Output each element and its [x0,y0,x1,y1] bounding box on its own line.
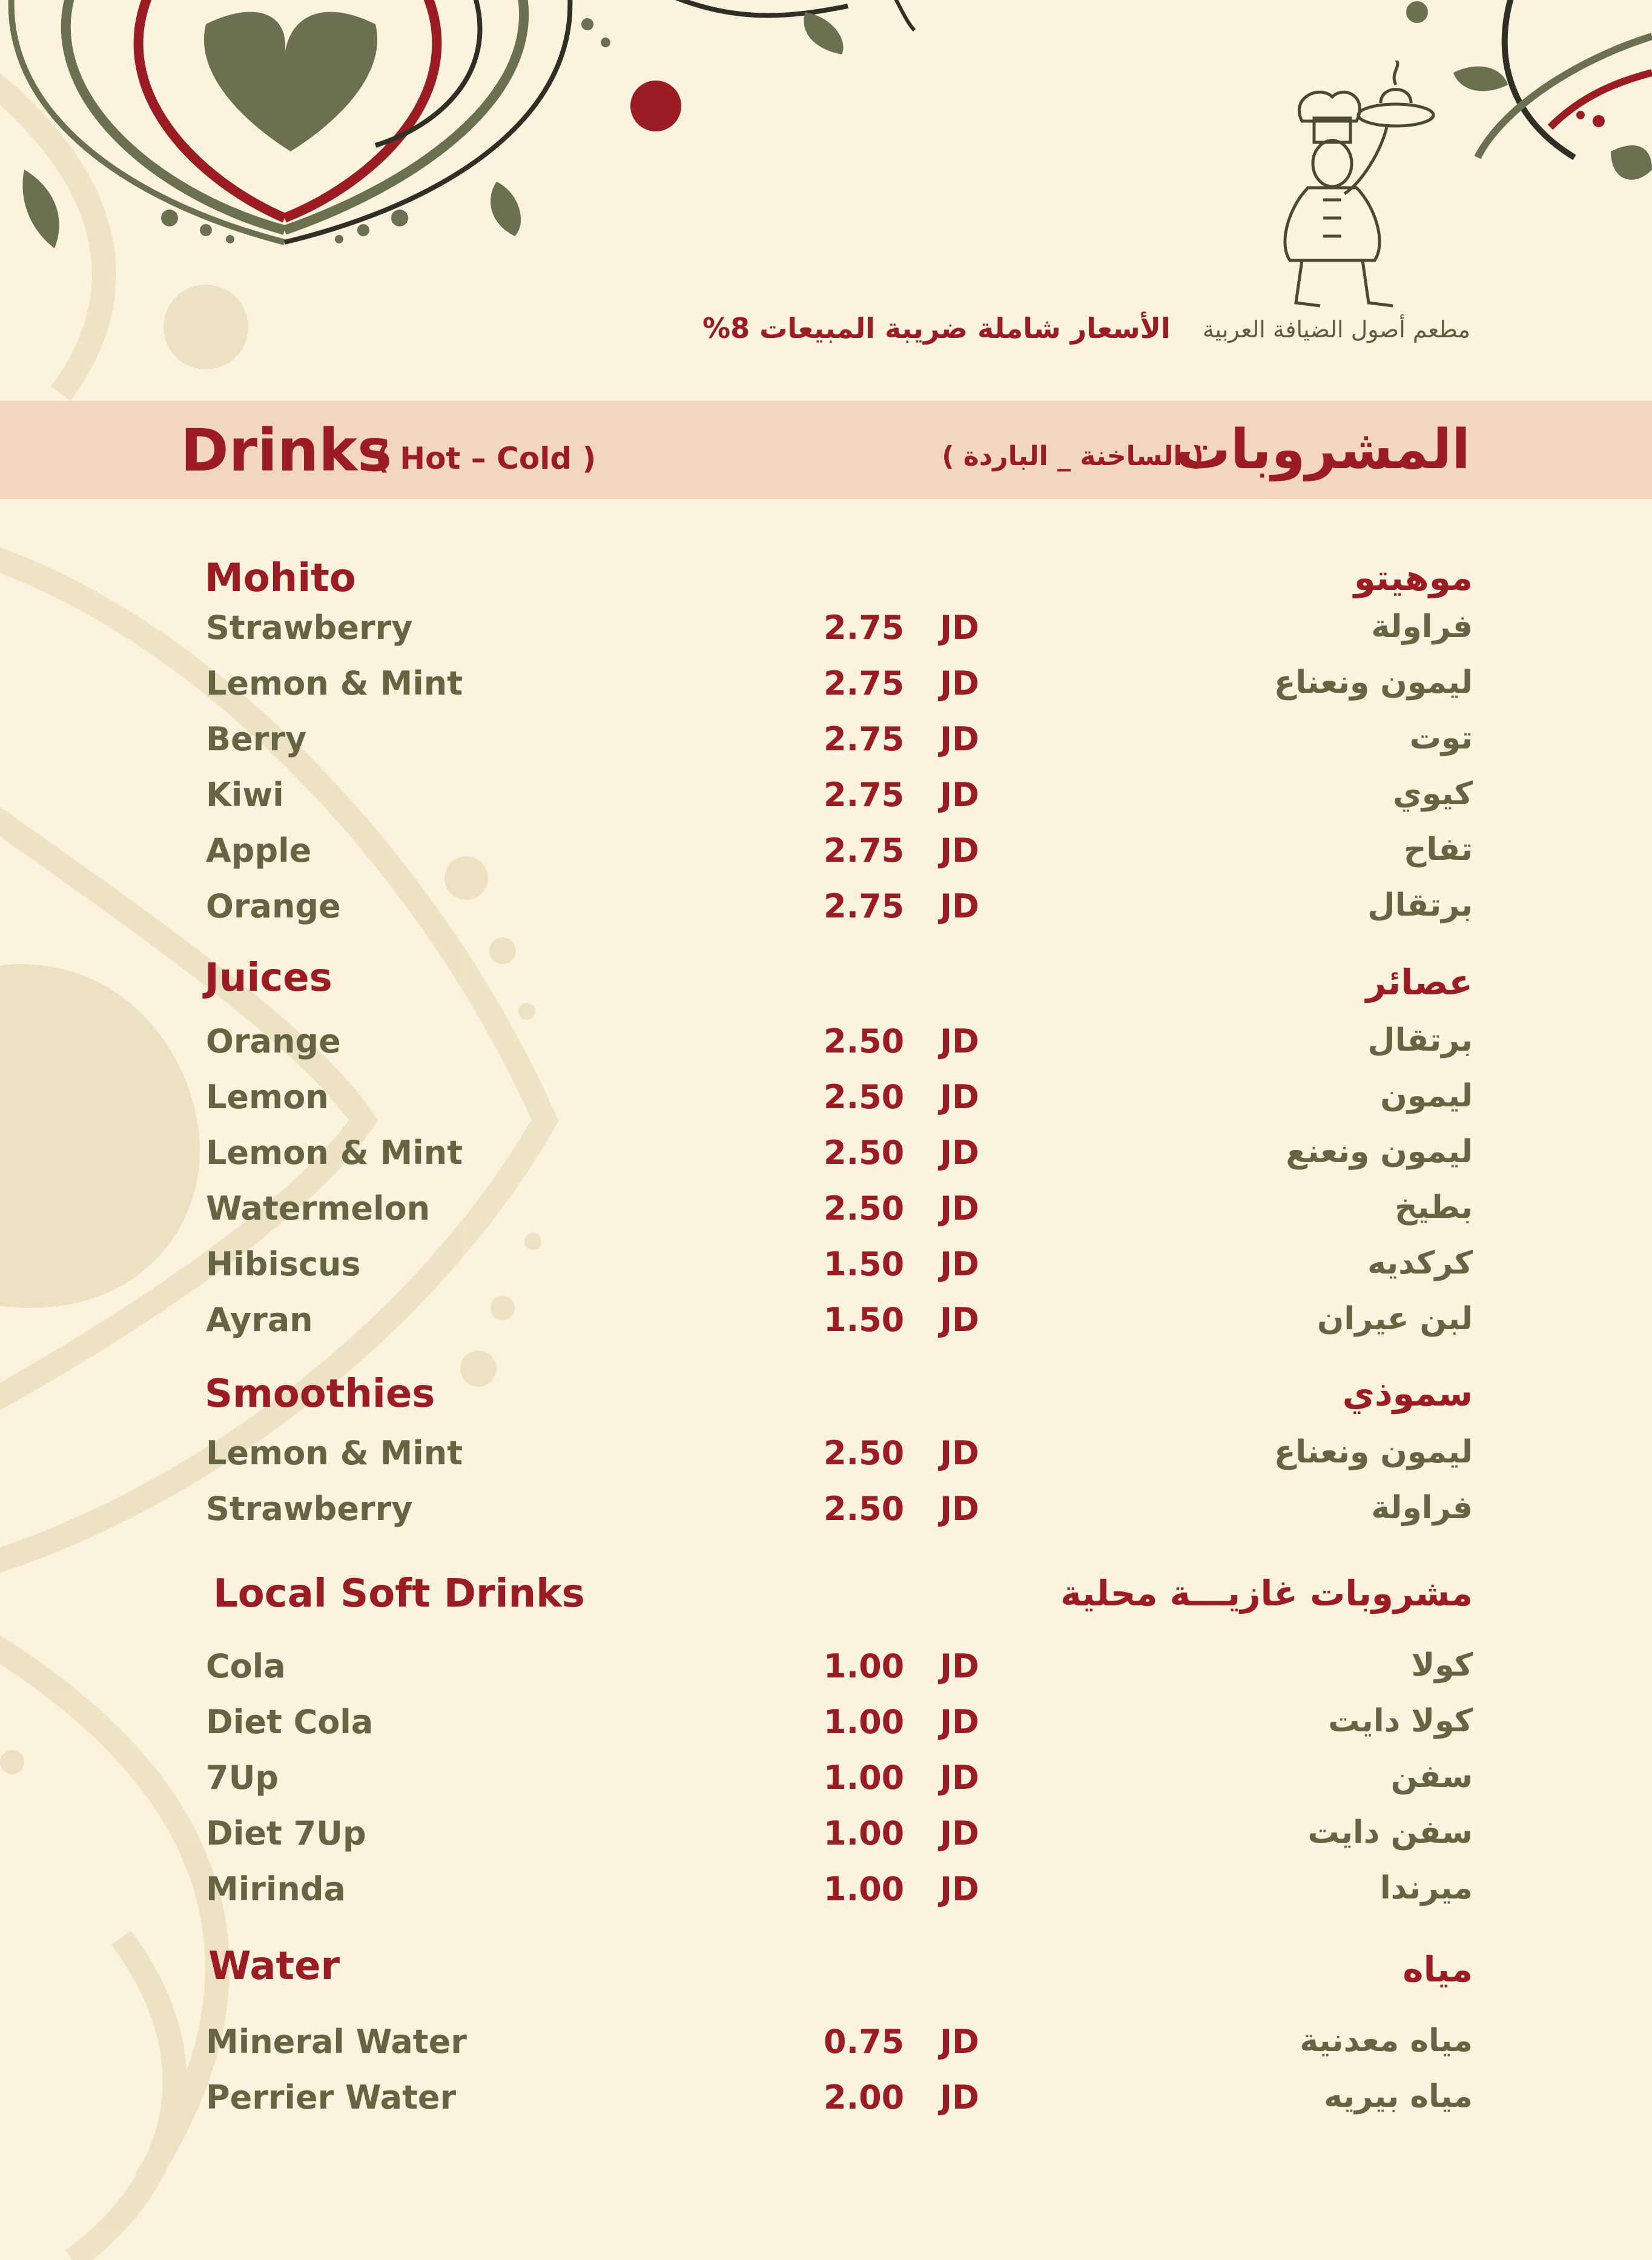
item-price: 1.50 [824,1245,905,1283]
menu-item [0,1870,1652,1918]
item-price: 2.50 [824,1022,905,1060]
item-name-en: Apple [206,831,312,870]
item-price: 2.75 [824,776,905,814]
item-price: 2.50 [824,1490,905,1528]
item-price: 2.50 [824,1434,905,1472]
section-title-ar: عصائر [1366,962,1473,1003]
item-name-ar: برتقال [1367,887,1473,923]
item-name-en: Ayran [206,1301,313,1339]
menu-item [0,1301,1652,1349]
item-name-ar: كولا دايت [1328,1703,1473,1739]
item-price: 2.50 [824,1134,905,1172]
item-price: 2.75 [824,664,905,702]
item-price: 2.75 [824,720,905,758]
section-title-en: Smoothies [205,1372,435,1416]
menu-item [0,2078,1652,2127]
section-title-en: Mohito [205,556,356,601]
item-name-ar: ليمون ونعناع [1274,664,1473,701]
menu-item [0,776,1652,824]
currency-label: JD [940,1245,979,1283]
tax-note: الأسعار شاملة ضريبة المبيعات 8% [702,312,1171,345]
item-price: 1.00 [824,1703,905,1741]
item-name-ar: توت [1409,720,1473,756]
currency-label: JD [940,1301,979,1339]
section-title-en: Local Soft Drinks [213,1571,585,1616]
item-name-ar: لبن عيران [1317,1301,1473,1337]
item-name-ar: كيوي [1393,776,1473,812]
menu-item [0,609,1652,657]
currency-label: JD [940,1814,979,1852]
section-title-en: Juices [205,956,332,1000]
item-name-ar: برتقال [1367,1022,1473,1059]
currency-label: JD [940,1490,979,1528]
currency-label: JD [940,720,979,758]
item-name-ar: ليمون ونعنع [1286,1134,1473,1170]
menu-item [0,1134,1652,1182]
currency-label: JD [940,1434,979,1472]
currency-label: JD [940,2023,979,2061]
item-name-en: Strawberry [206,609,413,647]
currency-label: JD [940,2078,979,2116]
item-price: 2.00 [824,2078,905,2116]
currency-label: JD [940,609,979,647]
item-name-en: Lemon & Mint [206,1134,463,1172]
page-subtitle-ar: ( الساخنة _ الباردة ) [942,441,1204,472]
item-name-en: Orange [206,1022,341,1060]
page-title-ar: المشروبات [1175,418,1470,481]
menu-item [0,2023,1652,2071]
item-price: 1.00 [824,1647,905,1685]
currency-label: JD [940,776,979,814]
menu-item [0,831,1652,880]
item-name-ar: فراولة [1371,609,1473,645]
item-name-ar: ليمون [1380,1078,1473,1114]
menu-item [0,1078,1652,1126]
currency-label: JD [940,1870,979,1908]
item-name-ar: مياه بيريه [1324,2078,1473,2115]
currency-label: JD [940,831,979,870]
item-name-ar: ميرندا [1379,1870,1473,1906]
item-price: 1.00 [824,1814,905,1852]
menu-item [0,720,1652,768]
currency-label: JD [940,887,979,925]
currency-label: JD [940,664,979,702]
item-name-ar: ليمون ونعناع [1274,1434,1473,1470]
item-name-ar: كولا [1411,1647,1473,1683]
menu-item [0,1022,1652,1071]
menu-item [0,1434,1652,1482]
menu-item [0,1814,1652,1863]
item-name-ar: بطيخ [1395,1189,1473,1226]
item-name-ar: سفن دايت [1307,1814,1473,1851]
section-title-ar: مشروبات غازيـــة محلية [1060,1573,1473,1614]
menu-item [0,1759,1652,1807]
item-name-en: Mirinda [206,1870,346,1908]
item-name-en: Diet 7Up [206,1814,366,1852]
item-name-en: Lemon & Mint [206,1434,463,1472]
item-name-ar: كركديه [1367,1245,1473,1281]
item-name-en: Mineral Water [206,2023,467,2061]
currency-label: JD [940,1189,979,1227]
item-price: 1.00 [824,1759,905,1797]
restaurant-name: مطعم أصول الضيافة العربية [1203,316,1470,343]
item-name-en: Orange [206,887,341,925]
chef-logo-icon [1266,61,1435,315]
item-name-en: Lemon [206,1078,329,1116]
currency-label: JD [940,1703,979,1741]
currency-label: JD [940,1078,979,1116]
menu-item [0,1245,1652,1294]
page-subtitle-en: ( Hot – Cold ) [375,441,596,476]
item-price: 1.00 [824,1870,905,1908]
item-name-en: Hibiscus [206,1245,361,1283]
menu-item [0,1647,1652,1696]
item-price: 2.50 [824,1078,905,1116]
item-name-ar: سفن [1390,1759,1473,1795]
section-title-en: Water [208,1944,340,1989]
currency-label: JD [940,1134,979,1172]
item-name-en: Strawberry [206,1490,413,1528]
page-title-en: Drinks [180,417,392,484]
currency-label: JD [940,1759,979,1797]
item-price: 2.75 [824,609,905,647]
item-price: 1.50 [824,1301,905,1339]
section-title-ar: سموذي [1342,1373,1473,1414]
item-name-en: Cola [206,1647,286,1685]
section-title-ar: مياه [1403,1949,1473,1990]
currency-label: JD [940,1647,979,1685]
menu-item [0,1189,1652,1238]
currency-label: JD [940,1022,979,1060]
item-price: 2.50 [824,1189,905,1227]
item-name-ar: تفاح [1404,831,1473,868]
item-price: 2.75 [824,887,905,925]
menu-item [0,664,1652,713]
menu-item [0,887,1652,936]
item-name-en: Lemon & Mint [206,664,463,702]
item-name-en: 7Up [206,1759,279,1797]
item-price: 0.75 [824,2023,905,2061]
item-name-en: Diet Cola [206,1703,374,1741]
section-title-ar: موهيتو [1353,557,1473,598]
item-price: 2.75 [824,831,905,870]
item-name-en: Kiwi [206,776,284,814]
item-name-ar: مياه معدنية [1300,2023,1473,2059]
menu-item [0,1703,1652,1751]
item-name-en: Perrier Water [206,2078,457,2116]
item-name-en: Watermelon [206,1189,431,1227]
item-name-en: Berry [206,720,307,758]
menu-item [0,1490,1652,1538]
item-name-ar: فراولة [1371,1490,1473,1526]
